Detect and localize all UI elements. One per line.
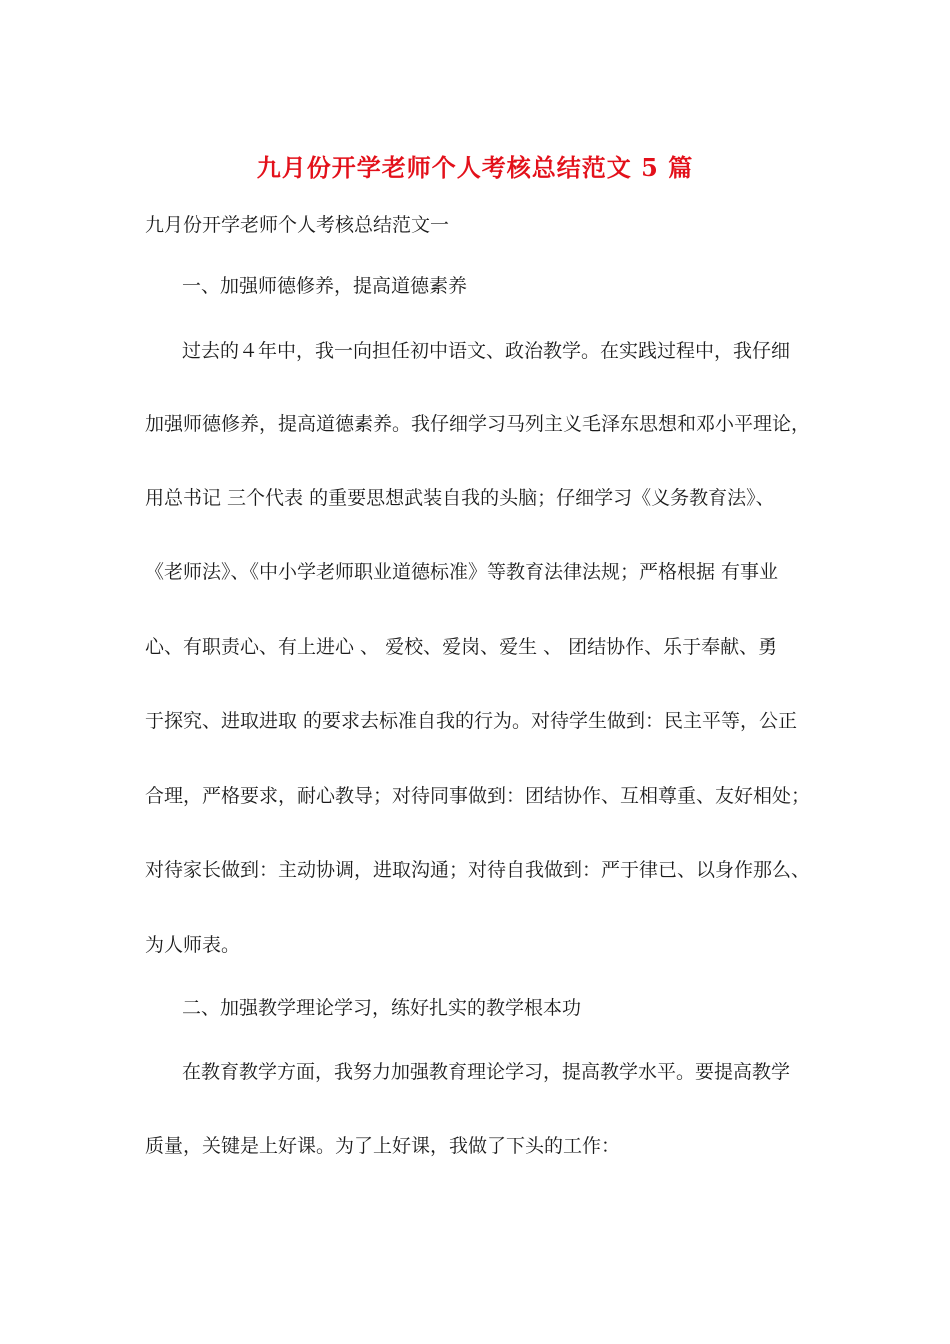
paragraph-line: 于探究、进取进取 的要求去标准自我的行为。对待学生做到：民主平等，公正 (145, 710, 798, 732)
section-heading: 九月份开学老师个人考核总结范文一 (145, 214, 450, 236)
paragraph-line: 用总书记 三个代表 的重要思想武装自我的头脑；仔细学习《义务教育法》、 (145, 487, 775, 509)
paragraph-line: 心、有职责心、有上进心 、 爱校、爱岗、爱生 、 团结协作、乐于奉献、勇 (145, 636, 778, 658)
paragraph-line: 加强师德修养，提高道德素养。我仔细学习马列主义毛泽东思想和邓小平理论， (145, 413, 811, 435)
paragraph-line: 为人师表。 (145, 934, 241, 956)
paragraph-line: 对待家长做到：主动协调，进取沟通；对待自我做到：严于律已、以身作那么、 (145, 859, 811, 881)
paragraph-line: 合理，严格要求，耐心教导；对待同事做到：团结协作、互相尊重、友好相处； (145, 785, 811, 807)
paragraph-line: 《老师法》、《中小学老师职业道德标准》等教育法律法规；严格根据 有事业 (145, 561, 779, 583)
document-title: 九月份开学老师个人考核总结范文 5 篇 (256, 153, 694, 182)
paragraph-line: 在教育教学方面，我努力加强教育理论学习，提高教学水平。要提高教学 (182, 1061, 791, 1083)
paragraph-line: 过去的４年中，我一向担任初中语文、政治教学。在实践过程中，我仔细 (182, 340, 791, 362)
subheading: 二、加强教学理论学习，练好扎实的教学根本功 (182, 997, 582, 1019)
subheading: 一、加强师德修养，提高道德素养 (182, 275, 468, 297)
paragraph-line: 质量，关键是上好课。为了上好课，我做了下头的工作： (145, 1135, 621, 1157)
